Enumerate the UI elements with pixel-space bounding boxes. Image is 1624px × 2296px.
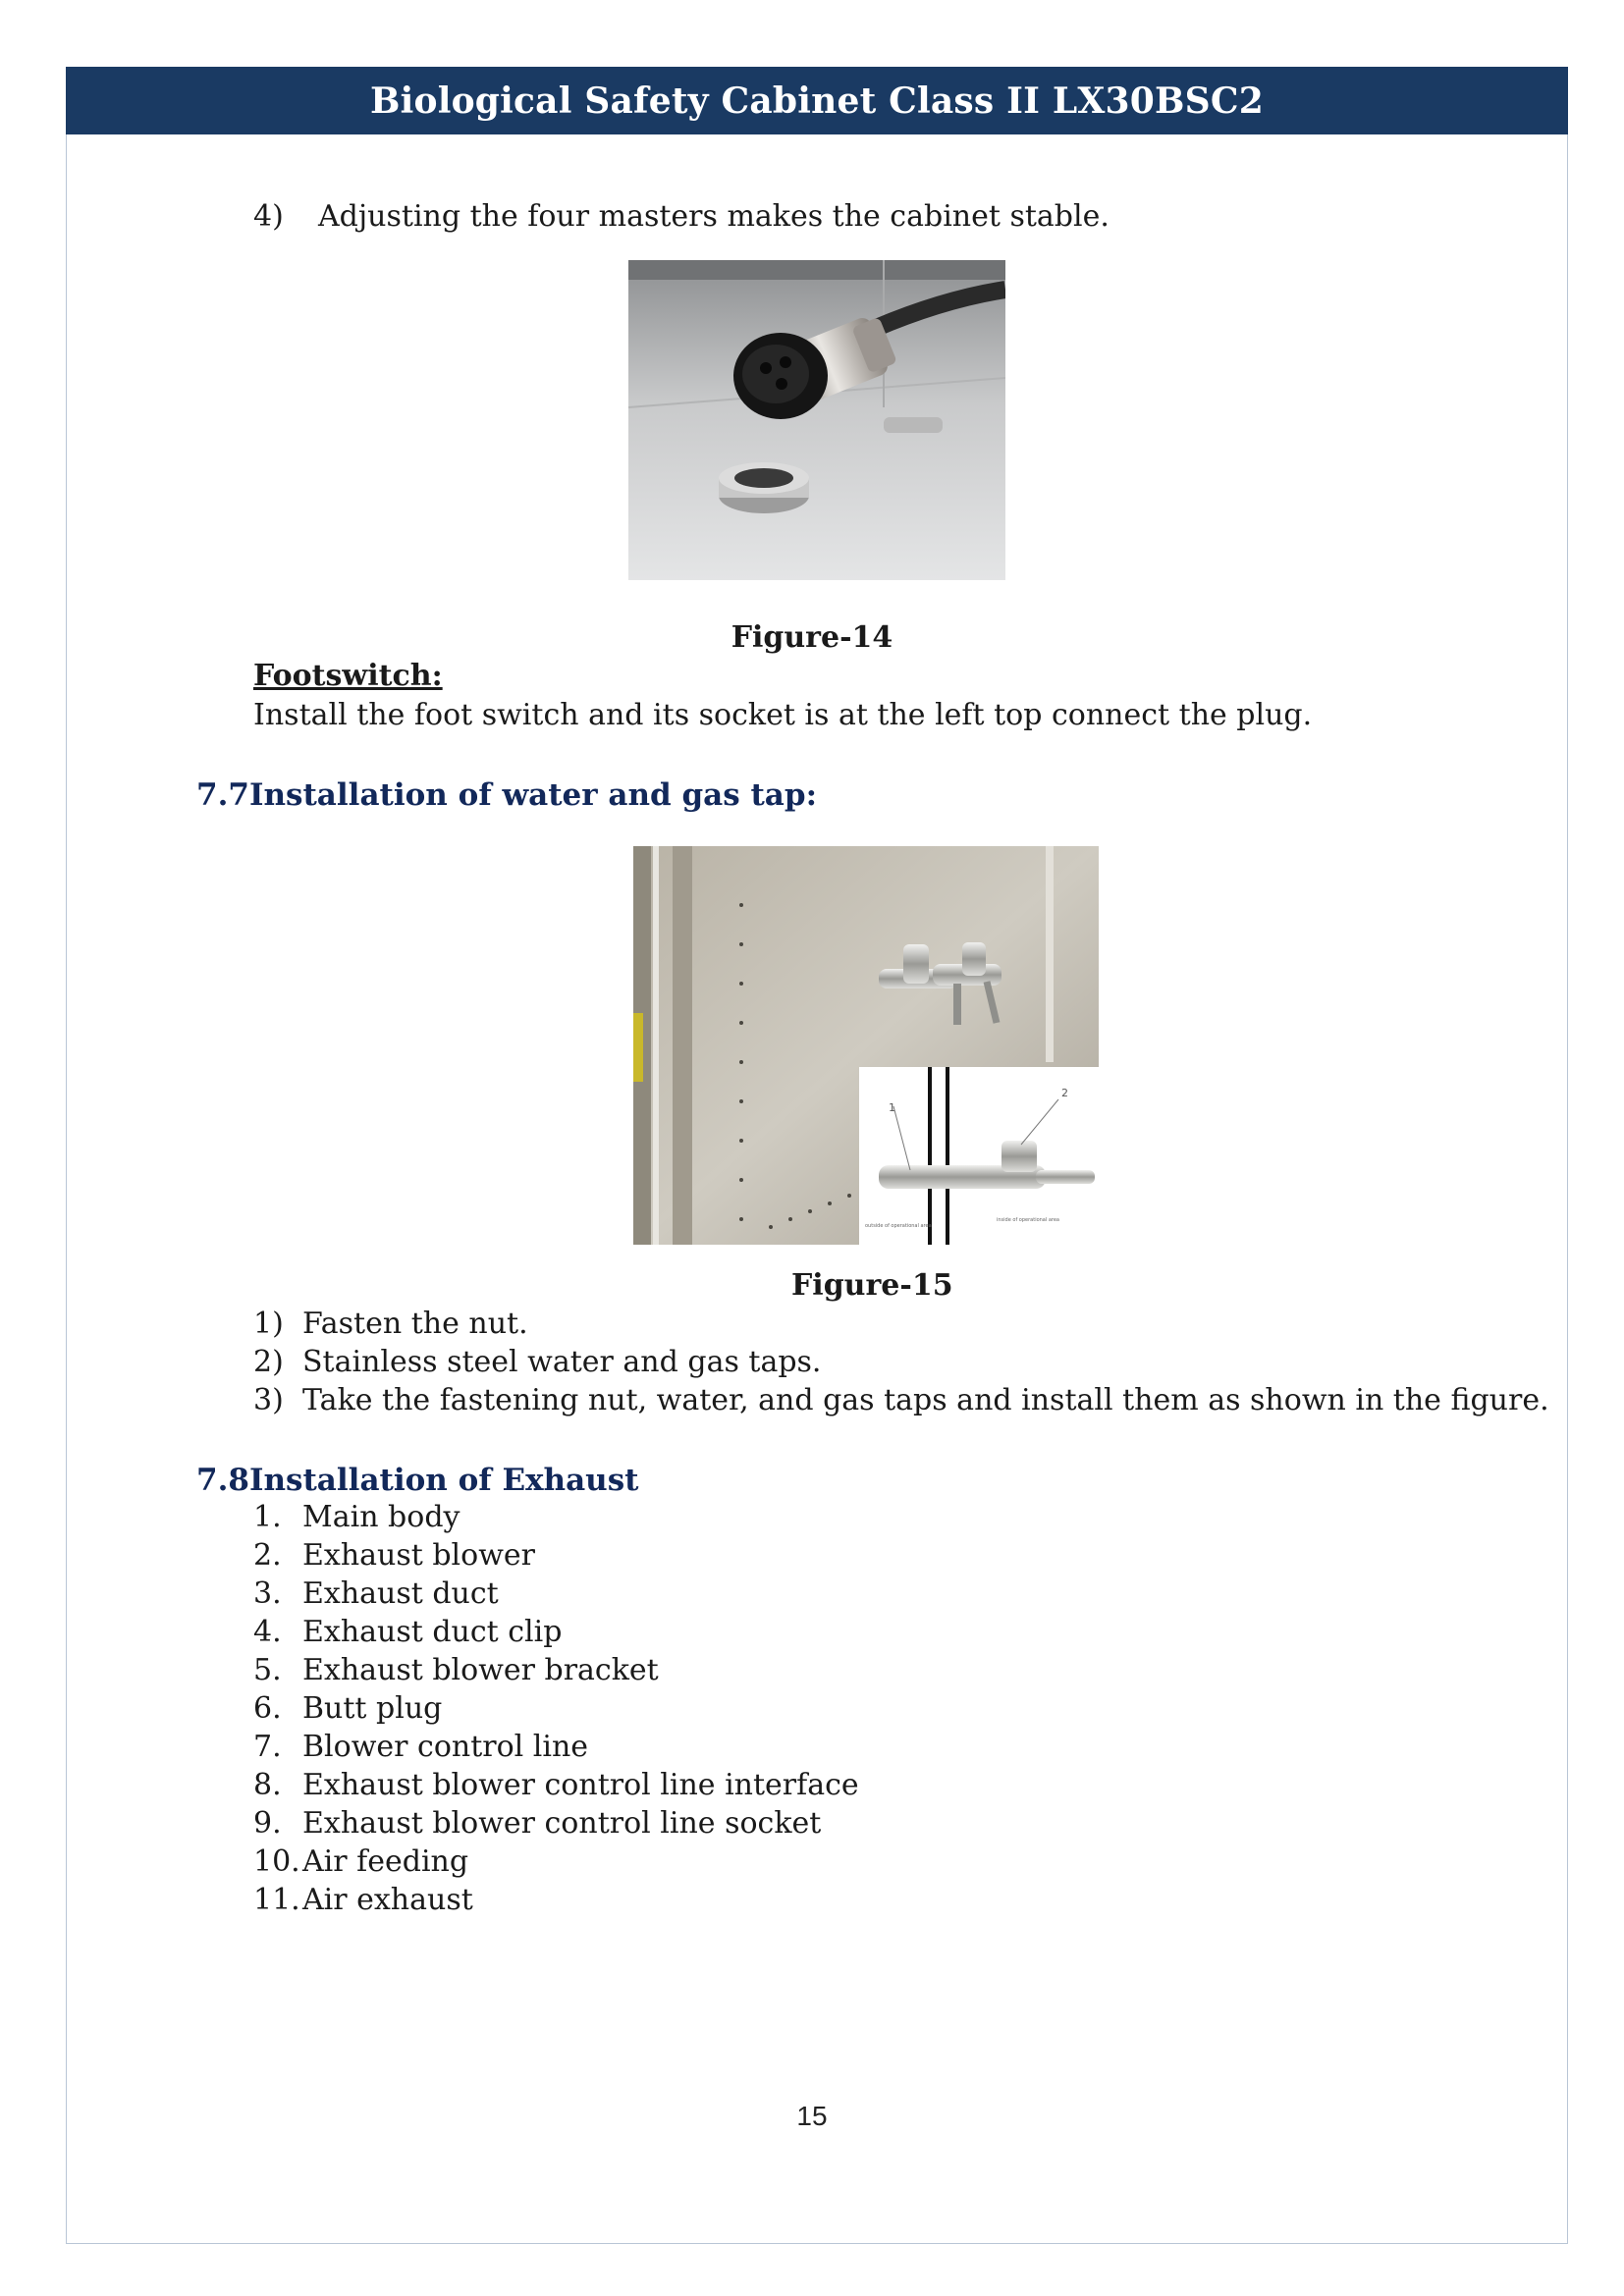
tap-step-1: [253, 1306, 528, 1343]
exhaust-item: [253, 1767, 859, 1804]
item-text: Exhaust duct: [302, 1576, 499, 1611]
step-text: Adjusting the four masters makes the cabinet stable.: [318, 199, 1110, 234]
exhaust-item: [253, 1537, 535, 1575]
item-number: 1.: [253, 1500, 282, 1534]
section-title: Installation of water and gas tap:: [249, 777, 818, 813]
figure-15-photo: [633, 846, 1099, 1245]
item-number: 5.: [253, 1653, 282, 1687]
page-number: 15: [796, 2101, 828, 2131]
item-text: Air exhaust: [302, 1883, 473, 1917]
inset-label-1: 1: [889, 1101, 895, 1114]
footswitch-label: Footswitch:: [253, 659, 443, 693]
exhaust-item: [253, 1805, 821, 1842]
step-4: [253, 198, 1110, 236]
caption-text: Figure-14: [731, 620, 893, 655]
figure-14-caption: [0, 620, 1624, 655]
item-text: Main body: [302, 1500, 460, 1534]
item-text: Air feeding: [302, 1844, 469, 1879]
item-text: Exhaust blower control line socket: [302, 1806, 822, 1841]
figure-15-caption: Figure-15: [791, 1268, 953, 1303]
item-text: Exhaust blower bracket: [302, 1653, 659, 1687]
step-text: Fasten the nut.: [302, 1307, 528, 1341]
section-heading-7-8: [196, 1463, 639, 1498]
exhaust-item: [253, 1690, 442, 1728]
tap-step-3: [253, 1382, 1549, 1419]
item-text: Blower control line: [302, 1730, 589, 1764]
item-text: Exhaust duct clip: [302, 1615, 563, 1649]
step-number: 3): [253, 1383, 284, 1417]
item-number: 7.: [253, 1730, 282, 1764]
exhaust-item: [253, 1652, 659, 1689]
document-title: Biological Safety Cabinet Class II LX30BSC2: [370, 80, 1264, 122]
section-title: Installation of Exhaust: [249, 1463, 639, 1498]
step-number: 4): [253, 199, 284, 234]
tap-step-2: [253, 1344, 821, 1381]
inset-caption-inside: inside of operational area: [997, 1217, 1059, 1223]
water-gas-tap-photo: [633, 846, 1099, 1245]
item-number: 4.: [253, 1615, 282, 1649]
inset-label-2: 2: [1061, 1087, 1068, 1099]
header-bar: [66, 67, 1568, 134]
step-text: Take the fastening nut, water, and gas taps and install them as shown in the figure.: [302, 1383, 1549, 1417]
figure-14-photo: [628, 260, 1005, 580]
connector-plug-photo: [628, 260, 1005, 580]
item-number: 2.: [253, 1538, 282, 1573]
section-heading-7-7: [196, 777, 817, 813]
item-text: Exhaust blower control line interface: [302, 1768, 859, 1802]
item-number: 6.: [253, 1691, 282, 1726]
item-number: 3.: [253, 1576, 282, 1611]
section-number: 7.8: [196, 1463, 249, 1498]
item-number: 9.: [253, 1806, 282, 1841]
exhaust-item: [253, 1575, 499, 1613]
item-number: 8.: [253, 1768, 282, 1802]
section-number: 7.7: [196, 777, 249, 813]
item-text: Butt plug: [302, 1691, 443, 1726]
step-number: 2): [253, 1345, 284, 1379]
footswitch-text: Install the foot switch and its socket is at the left top connect the plug.: [253, 698, 1313, 732]
exhaust-item: [253, 1499, 460, 1536]
inset-caption-outside: outside of operational area: [865, 1223, 932, 1229]
step-text: Stainless steel water and gas taps.: [302, 1345, 822, 1379]
exhaust-item: [253, 1882, 473, 1919]
item-text: Exhaust blower: [302, 1538, 535, 1573]
exhaust-item: [253, 1614, 562, 1651]
item-number: 10.: [253, 1844, 300, 1879]
exhaust-item: [253, 1729, 588, 1766]
step-number: 1): [253, 1307, 284, 1341]
exhaust-item: [253, 1843, 468, 1881]
item-number: 11.: [253, 1883, 300, 1917]
